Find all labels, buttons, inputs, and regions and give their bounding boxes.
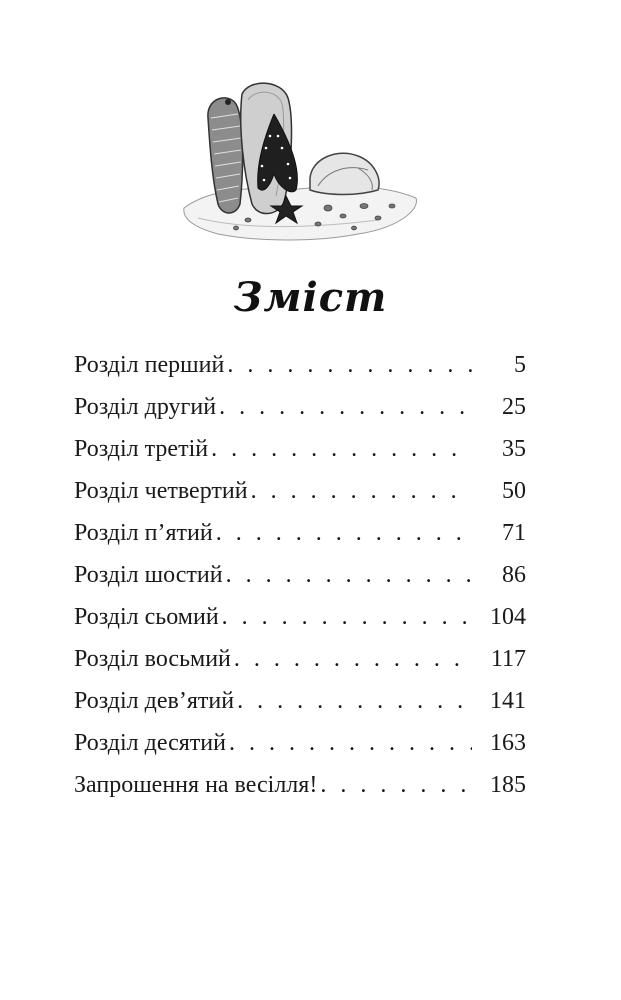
toc-entry (74, 638, 526, 680)
toc-entry (74, 596, 526, 638)
dot-leader (226, 554, 472, 596)
toc-entry-label: Запрошення на весілля! (74, 772, 318, 798)
toc-entry-label: Розділ десятий (74, 730, 226, 756)
toc-entry-page: 185 (490, 772, 526, 798)
toc-entry (74, 344, 526, 386)
toc-entry-label: Розділ шостий (74, 562, 223, 588)
dot-leader (222, 596, 472, 638)
toc-entry-page: 25 (502, 394, 526, 420)
dot-leader (234, 638, 472, 680)
toc-entry (74, 554, 526, 596)
dot-leader (251, 470, 472, 512)
toc-entry-label: Розділ третій (74, 436, 209, 462)
toc-entry-page: 71 (502, 520, 526, 546)
toc-entry-page: 141 (490, 688, 526, 714)
toc-entry-page: 163 (490, 730, 526, 756)
toc-entry-label: Розділ дев’ятий (74, 688, 235, 714)
toc-entry (74, 470, 526, 512)
toc-entry-label: Розділ четвертий (74, 478, 248, 504)
toc-entry (74, 680, 526, 722)
toc-entry (74, 386, 526, 428)
toc-entry (74, 512, 526, 554)
toc-entry-page: 104 (490, 604, 526, 630)
toc-entry (74, 764, 526, 806)
dot-leader (216, 512, 472, 554)
toc-entry (74, 722, 526, 764)
toc-entry-label: Розділ перший (74, 352, 225, 378)
dot-leader (229, 722, 472, 764)
toc-entry-label: Розділ сьомий (74, 604, 219, 630)
toc-entry-page: 86 (502, 562, 526, 588)
toc-entry-label: Розділ п’ятий (74, 520, 213, 546)
dot-leader (320, 764, 472, 806)
toc-entry-page: 5 (514, 352, 526, 378)
toc-entry-page: 50 (502, 478, 526, 504)
dot-leader (219, 386, 472, 428)
dot-leader (237, 680, 472, 722)
page-title: Зміст (233, 274, 388, 321)
dot-leader (227, 344, 472, 386)
toc-entry-label: Розділ другий (74, 394, 217, 420)
toc-entry-label: Розділ восьмий (74, 646, 231, 672)
toc-entry-page: 117 (490, 646, 526, 672)
dot-leader (211, 428, 472, 470)
toc-entry-page: 35 (502, 436, 526, 462)
beach-illustration (178, 78, 422, 250)
table-of-contents (74, 344, 526, 806)
toc-entry (74, 428, 526, 470)
